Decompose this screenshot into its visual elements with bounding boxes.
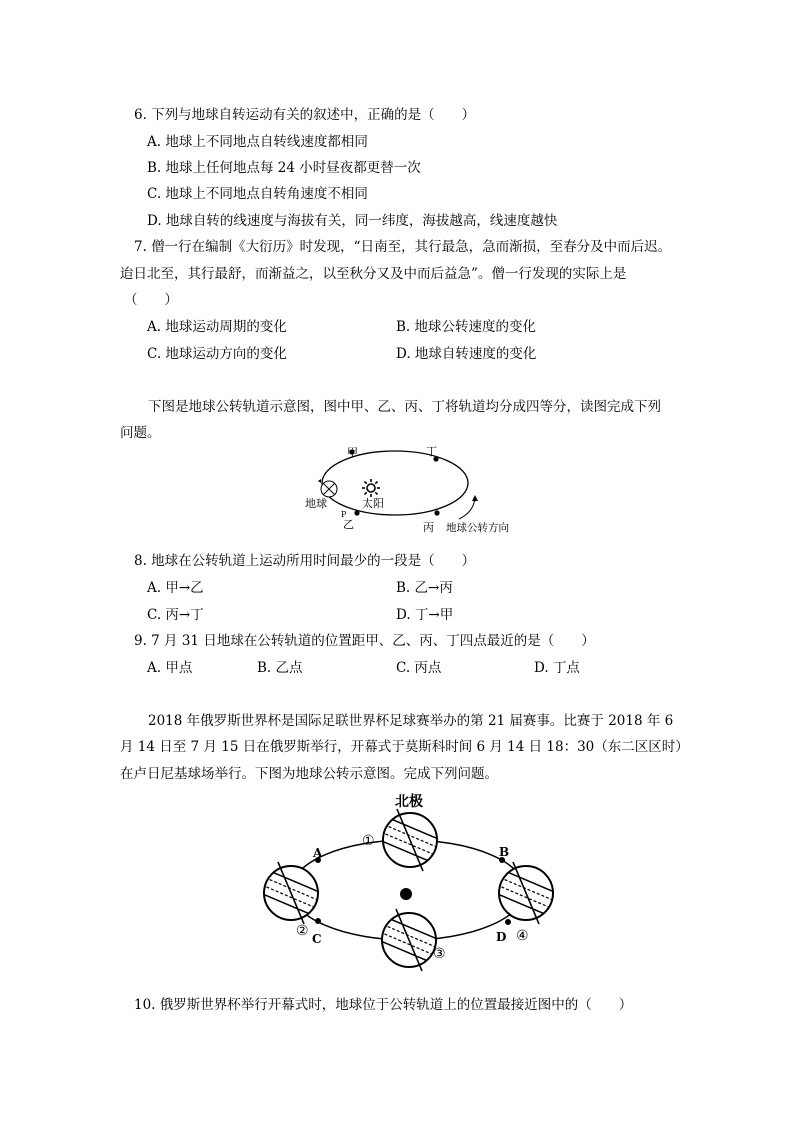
label-n1: ① — [362, 833, 375, 849]
intro2-line1: 2018 年俄罗斯世界杯是国际足联世界杯足球赛举办的第 21 届赛事。比赛于 2018 年 6 — [148, 713, 674, 729]
label-north-pole: 北极 — [395, 794, 423, 810]
q7-stem-line3: （ ） — [124, 292, 178, 308]
label-p: P — [341, 510, 347, 519]
q8-option-b: B. 乙→丙 — [396, 580, 453, 596]
globe-4-icon — [484, 862, 567, 924]
globe-2-icon — [249, 862, 332, 924]
point-c — [315, 918, 321, 924]
q7-stem-line1: 7. 僧一行在编制《大衍历》时发现，“日南至，其行最急，急而渐损，至春分及中而后迟。 — [134, 239, 672, 255]
q9-option-d: D. 丁点 — [534, 660, 580, 676]
label-bing: 丙 — [423, 521, 434, 534]
label-jia: 甲 — [347, 446, 358, 459]
intro1-line2: 问题。 — [120, 425, 161, 441]
q6-option-d: D. 地球自转的线速度与海拔有关，同一纬度，海拔越高，线速度越快 — [147, 213, 558, 229]
q6-option-c: C. 地球上不同地点自转角速度不相同 — [147, 186, 368, 202]
q8-option-c: C. 丙→丁 — [147, 607, 204, 623]
globe-1-icon — [368, 809, 451, 871]
label-b: B — [499, 845, 510, 859]
q6-option-b: B. 地球上任何地点每 24 小时昼夜都更替一次 — [147, 160, 421, 176]
q9-option-a: A. 甲点 — [147, 660, 193, 676]
q7-option-d: D. 地球自转速度的变化 — [396, 346, 537, 362]
q9-option-c: C. 丙点 — [396, 660, 442, 676]
q8-option-a: A. 甲→乙 — [147, 580, 204, 596]
label-n3: ③ — [433, 946, 446, 962]
label-n4: ④ — [516, 928, 529, 944]
label-n2: ② — [296, 923, 309, 939]
q9-option-b: B. 乙点 — [257, 660, 303, 676]
label-ding: 丁 — [426, 445, 437, 458]
q6-stem: 6. 下列与地球自转运动有关的叙述中，正确的是（ ） — [134, 107, 476, 123]
q6-option-a: A. 地球上不同地点自转线速度都相同 — [147, 134, 368, 150]
intro1-line1: 下图是地球公转轨道示意图，图中甲、乙、丙、丁将轨道均分成四等分，读图完成下列 — [148, 399, 661, 415]
q9-stem: 9. 7 月 31 日地球在公转轨道的位置距甲、乙、丙、丁四点最近的是（ ） — [134, 633, 595, 649]
label-d: D — [496, 930, 507, 944]
label-sun: 太阳 — [362, 497, 384, 510]
q8-stem: 8. 地球在公转轨道上运动所用时间最少的一段是（ ） — [134, 553, 476, 569]
label-a: A — [313, 846, 323, 860]
q10-stem: 10. 俄罗斯世界杯举行开幕式时，地球位于公转轨道上的位置最接近图中的（ ） — [134, 997, 633, 1013]
q7-option-b: B. 地球公转速度的变化 — [396, 319, 537, 335]
label-earth: 地球 — [305, 497, 327, 510]
label-c: C — [312, 932, 322, 946]
q7-option-a: A. 地球运动周期的变化 — [147, 319, 287, 335]
intro2-line3: 在卢日尼基球场举行。下图为地球公转示意图。完成下列问题。 — [120, 766, 498, 782]
sun-dot-icon — [400, 888, 412, 900]
point-d — [505, 919, 511, 925]
q8-option-d: D. 丁→甲 — [396, 607, 454, 623]
label-yi: 乙 — [343, 518, 354, 531]
q7-stem-line2: 迨日北至，其行最舒，而渐益之，以至秋分又及中而后益急”。僧一行发现的实际上是 — [120, 266, 627, 282]
intro2-line2: 月 14 日至 7 月 15 日在俄罗斯举行，开幕式于莫斯科时间 6 月 14 日 18：30（东二区区时） — [120, 739, 689, 755]
label-direction: 地球公转方向 — [446, 522, 509, 534]
q7-option-c: C. 地球运动方向的变化 — [147, 346, 287, 362]
